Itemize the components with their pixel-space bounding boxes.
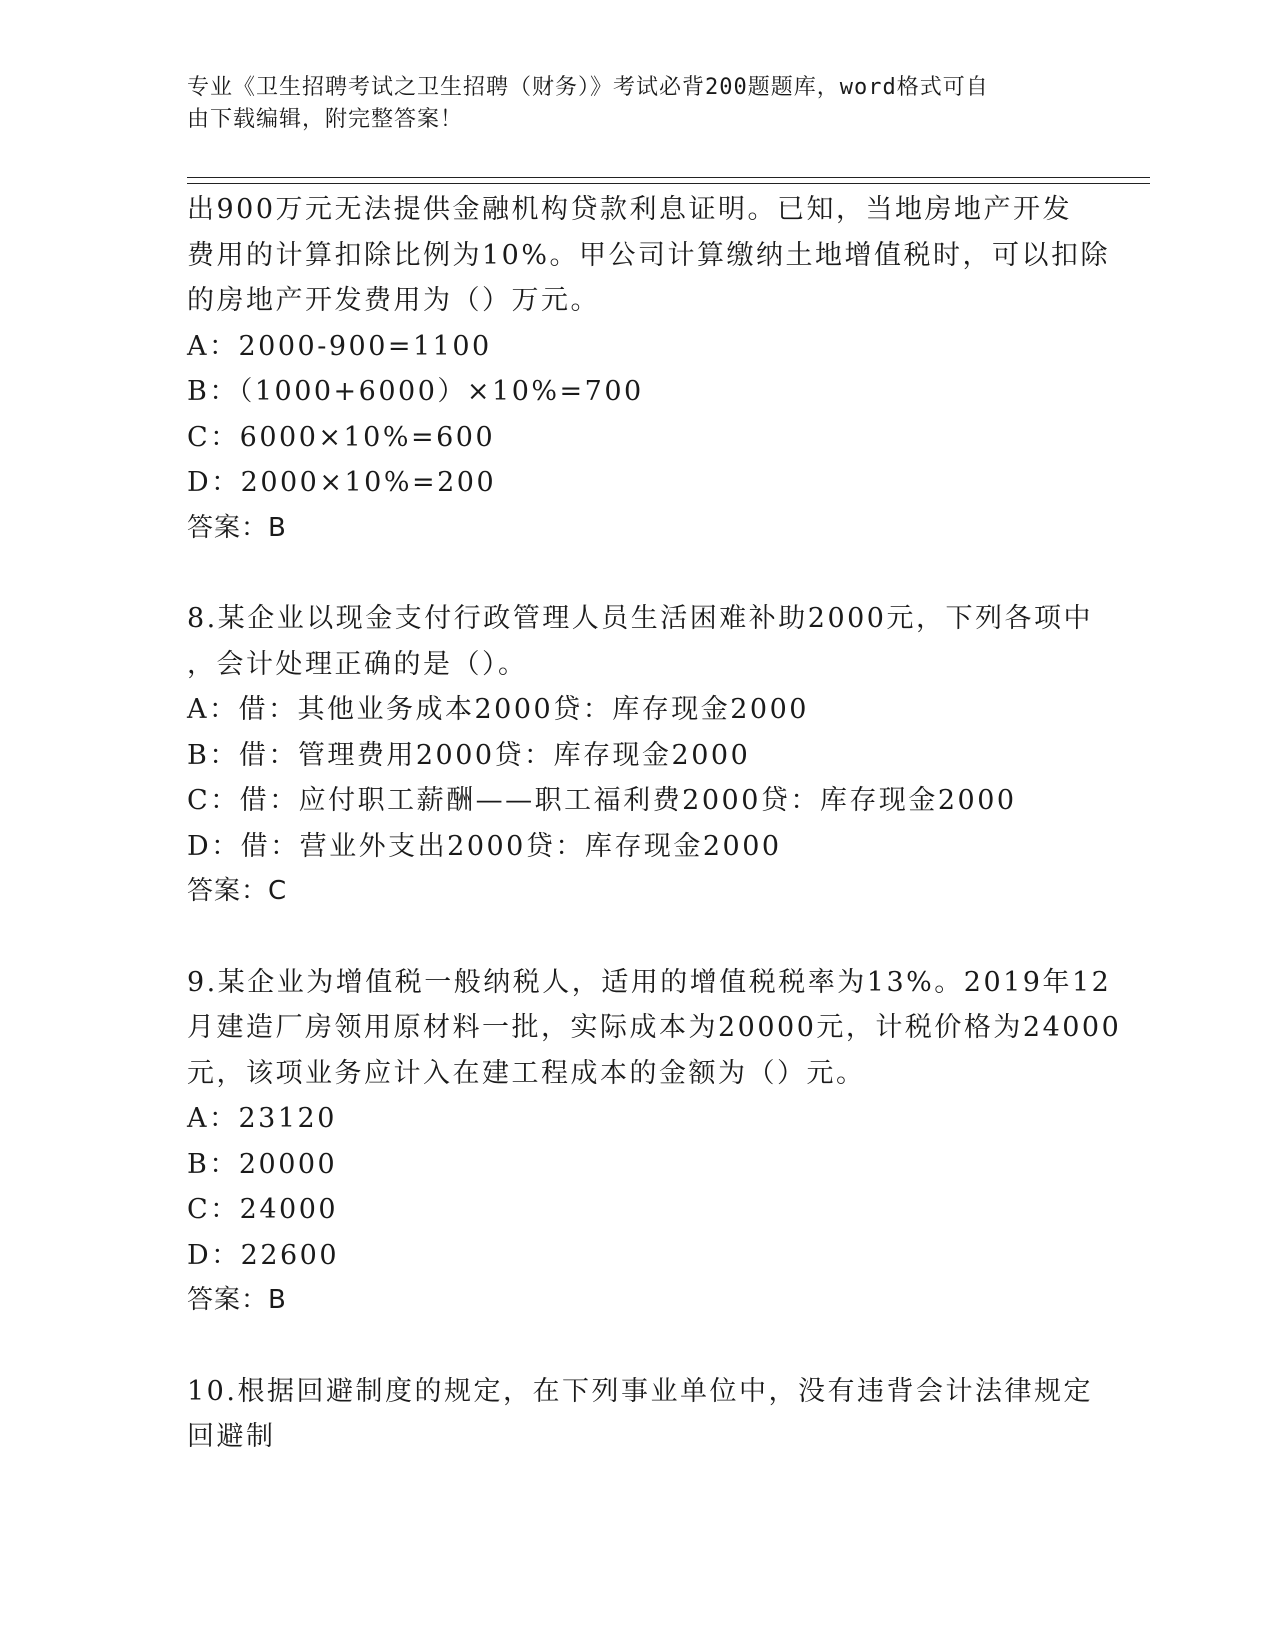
question-9	[187, 960, 1122, 1324]
option-c: C：6000×10%=600	[187, 421, 496, 453]
option-b: B：借：管理费用2000贷：库存现金2000	[187, 739, 751, 771]
option-a: A：2000-900=1100	[187, 330, 492, 362]
option-c: C：24000	[187, 1194, 339, 1225]
question-stem: 出900万元无法提供金融机构贷款利息证明。已知，当地房地产开发	[187, 194, 1073, 225]
answer: 答案：B	[187, 1285, 287, 1315]
question-7	[187, 187, 1111, 551]
header-line-1: 专业《卫生招聘考试之卫生招聘（财务）》考试必背200题题库，word格式可自	[187, 75, 989, 100]
question-stem: 元，该项业务应计入在建工程成本的金额为（）元。	[187, 1057, 866, 1089]
question-stem: 月建造厂房领用原材料一批，实际成本为20000元，计税价格为24000	[187, 1012, 1122, 1043]
header-rule-bottom	[187, 183, 1150, 184]
option-b: B：20000	[187, 1148, 338, 1180]
question-stem: ，会计处理正确的是（）。	[187, 648, 528, 680]
question-8	[187, 596, 1107, 915]
option-a: A：23120	[187, 1103, 337, 1134]
question-list	[187, 187, 1122, 1460]
answer: 答案：B	[187, 512, 287, 543]
question-10	[187, 1369, 1107, 1460]
option-c: C：借：应付职工薪酬——职工福利费2000贷：库存现金2000	[187, 785, 1017, 816]
header-line-2: 由下载编辑，附完整答案！	[187, 107, 464, 132]
question-stem: 9.某企业为增值税一般纳税人，适用的增值税税率为13%。2019年12	[187, 966, 1112, 998]
header-rule-top	[187, 177, 1150, 178]
question-stem: 8.某企业以现金支付行政管理人员生活困难补助2000元，下列各项中	[187, 603, 1093, 634]
option-d: D：2000×10%=200	[187, 467, 497, 498]
option-a: A：借：其他业务成本2000贷：库存现金2000	[187, 694, 809, 725]
question-stem: 的房地产开发费用为（）万元。	[187, 285, 600, 316]
option-d: D：借：营业外支出2000贷：库存现金2000	[187, 830, 782, 862]
answer: 答案：C	[187, 876, 288, 906]
question-stem: 费用的计算扣除比例为10%。甲公司计算缴纳土地增值税时，可以扣除	[187, 239, 1111, 271]
question-stem: 10.根据回避制度的规定，在下列事业单位中，没有违背会计法律规定	[187, 1375, 1093, 1407]
option-d: D：22600	[187, 1239, 340, 1271]
option-b: B：（1000+6000）×10%=700	[187, 376, 644, 407]
document-header	[187, 72, 1067, 136]
question-stem: 回避制	[187, 1421, 276, 1452]
